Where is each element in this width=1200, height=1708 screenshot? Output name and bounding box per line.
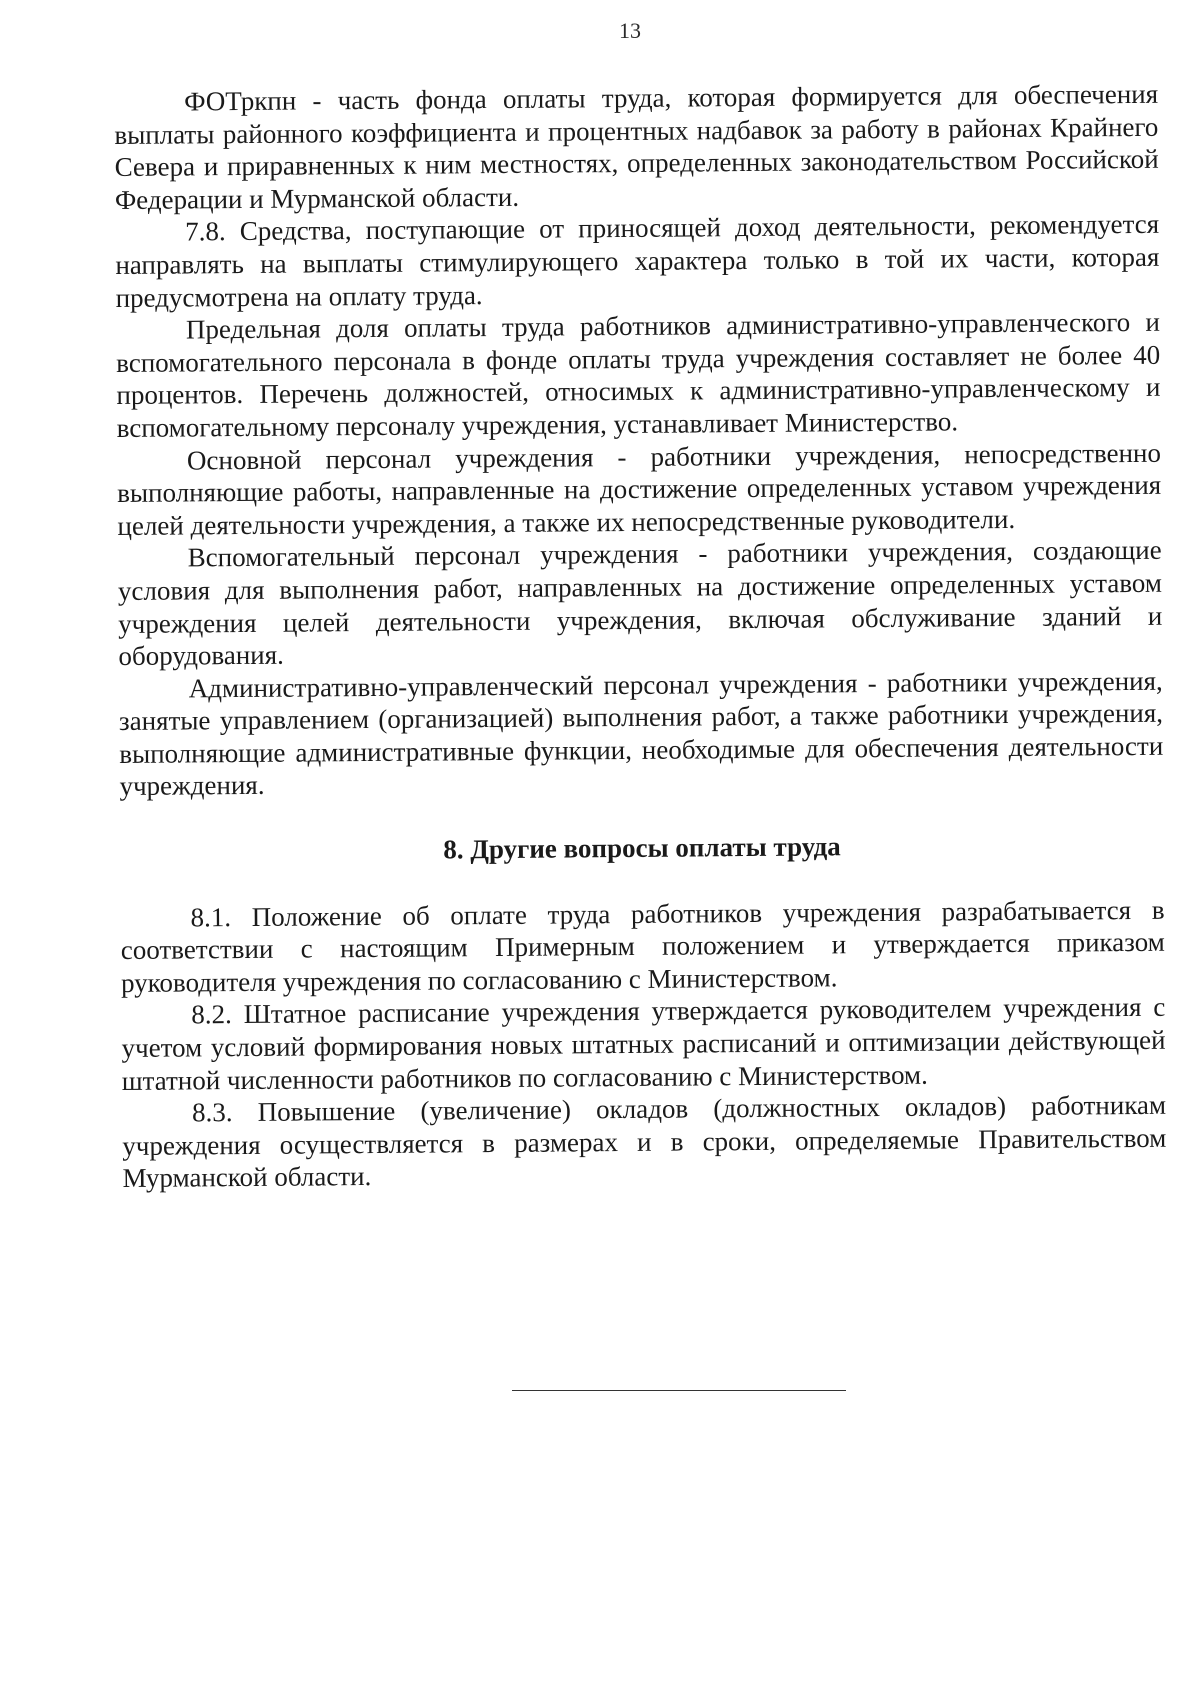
paragraph-8-2: 8.2. Штатное расписание учреждения утверждается руководителем учреждения с учетом условий формирования новых штатных расписаний и оптимизации действующей штатной численности работников по согласованию с Министерством. [121, 992, 1166, 1096]
paragraph-payroll-share-limit: Предельная доля оплаты труда работников административно-управленческого и вспомогательного персонала в фонде оплаты труда учреждения составляет не более 40 процентов. Перечень должностей, относимых к административно-управленческому и вспомогательному персоналу учреждения, устанавливает Министерство. [116, 306, 1161, 443]
paragraph-7-8: 7.8. Средства, поступающие от приносящей доход деятельности, рекомендуется направлять на выплаты стимулирующего характера только в той их части, которая предусмотрена на оплату труда. [115, 209, 1160, 313]
paragraph-8-1: 8.1. Положение об оплате труда работников учреждения разрабатывается в соответствии с настоящим Примерным положением и утверждается приказом руководителя учреждения по согласованию с Министерством. [120, 894, 1165, 998]
paragraph-8-3: 8.3. Повышение (увеличение) окладов (должностных окладов) работникам учреждения осуществляется в размерах и в сроки, определяемые Правительством Мурманской области. [122, 1089, 1167, 1194]
paragraph-admin-staff: Административно-управленческий персонал учреждения - работники учреждения, занятые управлением (организацией) выполнения работ, а также работники учреждения, выполняющие административные функции, необходимые для обеспечения деятельности учреждения. [118, 665, 1164, 802]
paragraph-main-staff: Основной персонал учреждения - работники учреждения, непосредственно выполняющие работы, направленные на достижение определенных уставом учреждения целей деятельности учреждения, а также их непосредственные руководители. [117, 437, 1162, 541]
section-title: 8. Другие вопросы оплаты труда [443, 831, 841, 865]
document-body [114, 78, 1167, 1195]
closing-divider-line [512, 1390, 846, 1391]
paragraph-support-staff: Вспомогательный персонал учреждения - работники учреждения, создающие условия для выполнения работ, направленных на достижение определенных уставом учреждения целей деятельности учреждения, включая обслуживание зданий и оборудования. [117, 535, 1163, 672]
paragraph-fot-definition: ФОТркпн - часть фонда оплаты труда, которая формируется для обеспечения выплаты районного коэффициента и процентных надбавок за работу в районах Крайнего Севера и приравненных к ним местностях, определенных законодательством Российской Федерации и Мурманской области. [114, 78, 1159, 215]
page-number: 13 [619, 18, 641, 43]
